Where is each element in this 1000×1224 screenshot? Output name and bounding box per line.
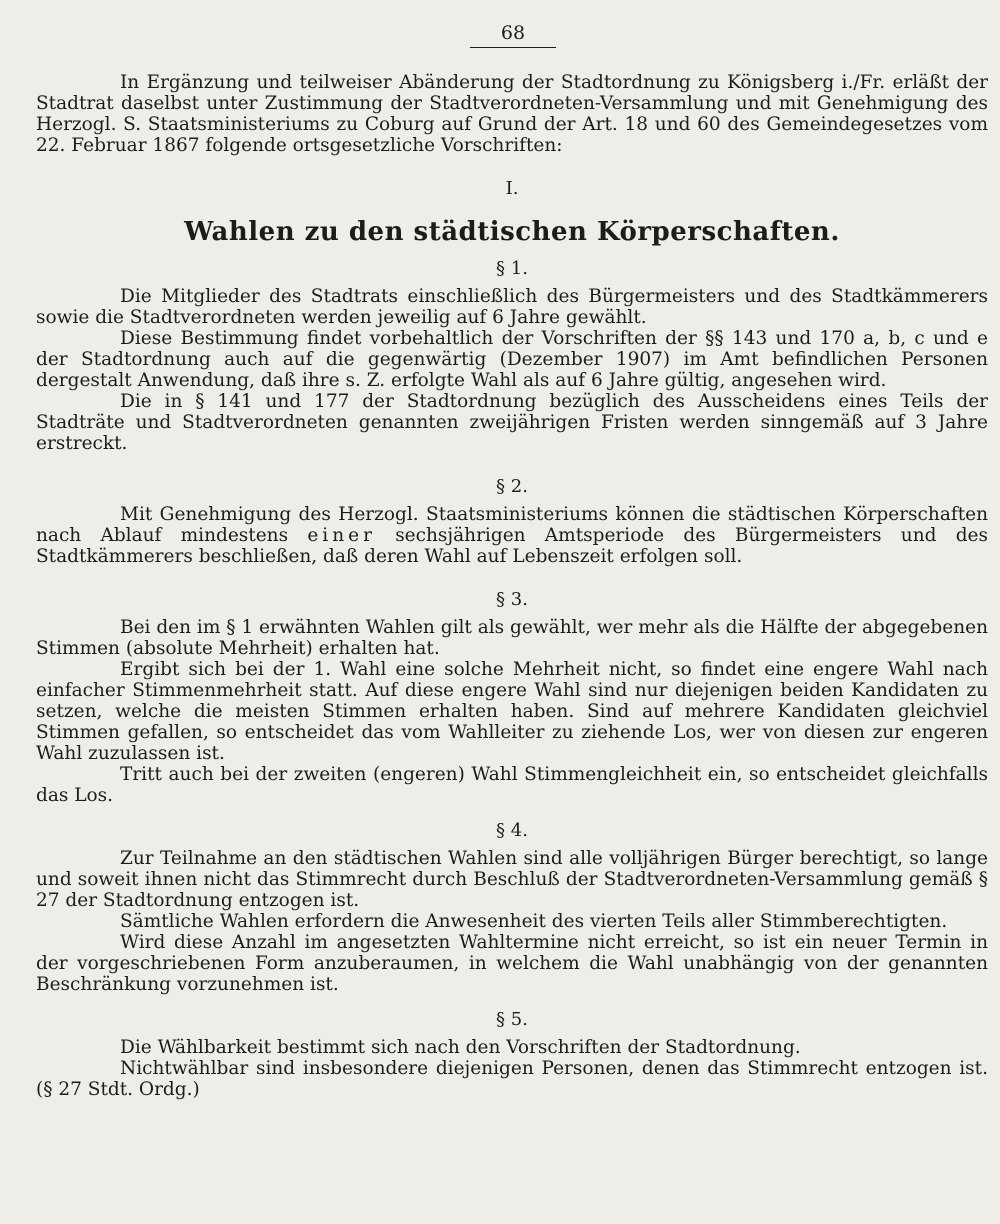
intro-paragraph: In Ergänzung und teilweiser Abänderung der Stadtordnung zu Königsberg i./Fr. erläßt der Stadtrat daselbst unter Zustimmung der Stadtverordneten-Versammlung und mit Genehmigung des Herzogl. S. Staatsministeriums zu Coburg auf Grund der Art. 18 und 60 des Gemeindegesetzes vom 22. Februar 1867 folgende ortsgesetzliche Vorschriften:	[36, 72, 988, 156]
part-numeral: I.	[505, 178, 519, 199]
section-4-paragraph-1: Zur Teilnahme an den städtischen Wahlen sind alle volljährigen Bürger berechtigt, so lange und soweit ihnen nicht das Stimmrecht durch Beschluß der Stadtverordneten-Versammlung gemäß § 27 der Stadtordnung entzogen ist.	[36, 848, 988, 911]
section-1-paragraph-2: Diese Bestimmung findet vorbehaltlich der Vorschriften der §§ 143 und 170 a, b, c und e der Stadtordnung auch auf die gegenwärtig (Dezember 1907) im Amt befindlichen Personen dergestalt Anwendung, daß ihre s. Z. erfolgte Wahl als auf 6 Jahre gültig, angesehen wird.	[36, 328, 988, 391]
section-4-paragraph-3: Wird diese Anzahl im angesetzten Wahltermine nicht erreicht, so ist ein neuer Termin in der vorgeschriebenen Form anzuberaumen, in welchem die Wahl unabhängig von der genannten Beschränkung vorzunehmen ist.	[36, 932, 988, 995]
section-3-label: § 3.	[496, 589, 528, 610]
section-2-text-a: Mit Genehmigung des Herzogl. Staatsministeriums können die städtischen Körperschaften nach Ablauf mindestens	[36, 504, 988, 546]
part-heading: Wahlen zu den städtischen Körperschaften.	[184, 217, 840, 247]
section-1-paragraph-3: Die in § 141 und 177 der Stadtordnung bezüglich des Ausscheidens eines Teils der Stadträte und Stadtverordneten genannten zweijährigen Fristen werden sinngemäß auf 3 Jahre erstreckt.	[36, 391, 988, 454]
section-4-paragraph-2: Sämtliche Wahlen erfordern die Anwesenheit des vierten Teils aller Stimmberechtigten.	[120, 911, 948, 932]
section-5-paragraph-2: Nichtwählbar sind insbesondere diejenigen Personen, denen das Stimmrecht entzogen ist. (§ 27 Stdt. Ordg.)	[36, 1058, 988, 1100]
section-4-label: § 4.	[496, 820, 528, 841]
section-2-label: § 2.	[496, 476, 528, 497]
page-number-rule	[470, 47, 556, 48]
section-1-label: § 1.	[496, 258, 528, 279]
section-3-paragraph-1: Bei den im § 1 erwähnten Wahlen gilt als gewählt, wer mehr als die Hälfte der abgegebenen Stimmen (absolute Mehrheit) erhalten hat.	[36, 617, 988, 659]
section-2-emphasis: einer	[307, 525, 376, 546]
page-number-block	[470, 22, 556, 48]
section-5-label: § 5.	[496, 1009, 528, 1030]
section-3-paragraph-3: Tritt auch bei der zweiten (engeren) Wahl Stimmengleichheit ein, so entscheidet gleichfalls das Los.	[36, 764, 988, 806]
section-3-paragraph-2: Ergibt sich bei der 1. Wahl eine solche Mehrheit nicht, so findet eine engere Wahl nach einfacher Stimmenmehrheit statt. Auf diese engere Wahl sind nur diejenigen beiden Kandidaten zu setzen, welche die meisten Stimmen erhalten haben. Sind auf mehrere Kandidaten gleichviel Stimmen gefallen, so entscheidet das vom Wahlleiter zu ziehende Los, wer von diesen zur engeren Wahl zuzulassen ist.	[36, 659, 988, 764]
page-content	[36, 72, 988, 1100]
section-2-paragraph-1	[36, 504, 988, 567]
section-2-text-b: sechsjährigen Amtsperiode des Bürgermeisters und des Stadtkämmerers beschließen, daß deren Wahl auf Lebenszeit erfolgen soll.	[36, 525, 988, 567]
section-5-paragraph-1: Die Wählbarkeit bestimmt sich nach den Vorschriften der Stadtordnung.	[120, 1037, 801, 1058]
page-number: 68	[500, 22, 526, 44]
section-1-paragraph-1: Die Mitglieder des Stadtrats einschließlich des Bürgermeisters und des Stadtkämmerers sowie die Stadtverordneten werden jeweilig auf 6 Jahre gewählt.	[36, 286, 988, 328]
